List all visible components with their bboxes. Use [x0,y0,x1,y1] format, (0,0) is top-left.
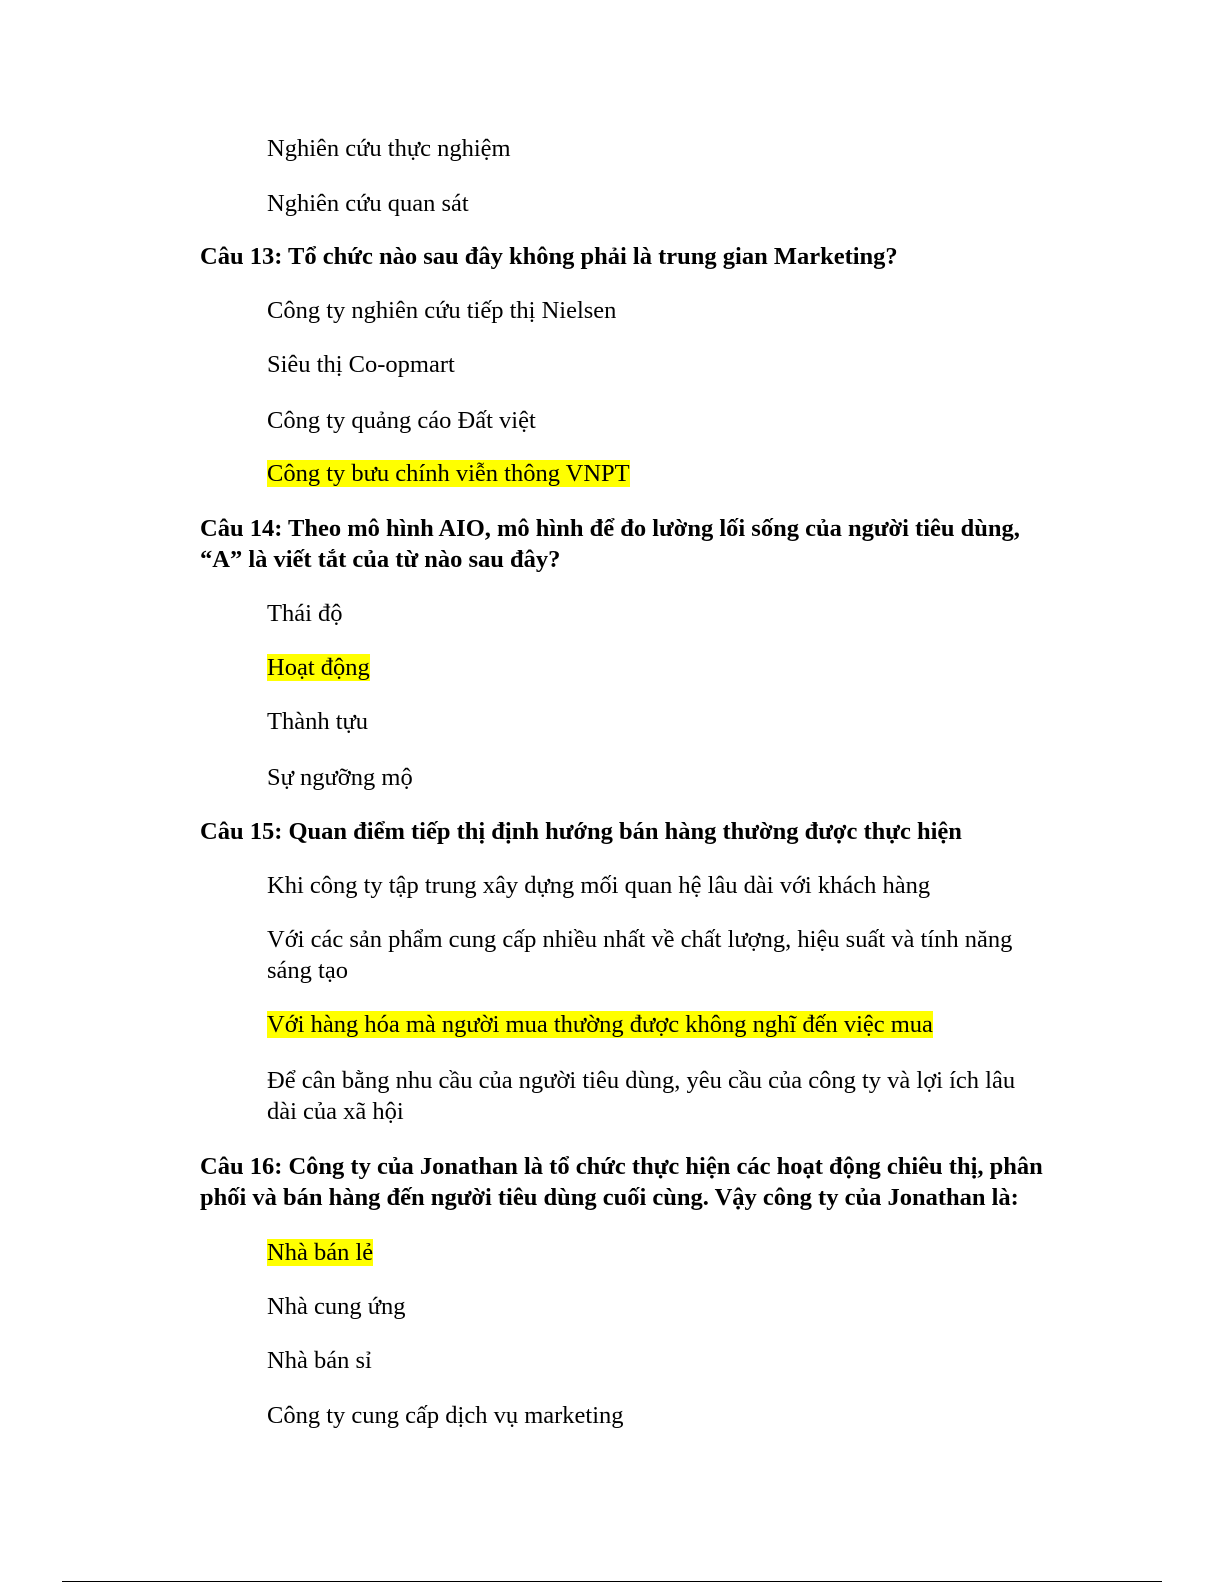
option-text: Công ty quảng cáo Đất việt [267,407,536,434]
option-text: Khi công ty tập trung xây dựng mối quan hệ lâu dài với khách hàng [267,872,931,899]
answer-highlight: Với hàng hóa mà người mua thường được không nghĩ đến việc mua [267,1011,933,1038]
option-text: Để cân bằng nhu cầu của người tiêu dùng, yêu cầu của công ty và lợi ích lâu [267,1067,1016,1094]
question-16-title-cont: phối và bán hàng đến người tiêu dùng cuối cùng. Vậy công ty của Jonathan là: [200,1184,1019,1211]
option-text-highlighted [267,1237,373,1269]
question-14-title-cont: “A” là viết tắt của từ nào sau đây? [200,546,561,573]
page-bottom-rule [62,1581,1162,1582]
question-16-title: Câu 16: Công ty của Jonathan là tổ chức thực hiện các hoạt động chiêu thị, phân [200,1153,1043,1180]
option-text: Với các sản phẩm cung cấp nhiều nhất về chất lượng, hiệu suất và tính năng [267,926,1013,953]
question-15-title: Câu 15: Quan điểm tiếp thị định hướng bán hàng thường được thực hiện [200,818,962,845]
option-text: Nhà cung ứng [267,1293,406,1320]
option-text: Nhà bán sỉ [267,1347,372,1374]
answer-highlight: Hoạt động [267,654,370,681]
option-text-highlighted [267,458,630,490]
option-text-cont: dài của xã hội [267,1098,404,1125]
option-text-cont: sáng tạo [267,957,348,984]
option-text: Nghiên cứu thực nghiệm [267,135,511,162]
answer-highlight: Công ty bưu chính viễn thông VNPT [267,460,630,487]
option-text: Siêu thị Co-opmart [267,351,455,378]
question-13-title: Câu 13: Tổ chức nào sau đây không phải là trung gian Marketing? [200,243,898,270]
question-14-title: Câu 14: Theo mô hình AIO, mô hình để đo lường lối sống của người tiêu dùng, [200,515,1020,542]
option-text-highlighted [267,652,370,684]
option-text: Công ty cung cấp dịch vụ marketing [267,1402,624,1429]
option-text: Thái độ [267,600,343,627]
answer-highlight: Nhà bán lẻ [267,1239,374,1266]
option-text: Sự ngưỡng mộ [267,764,413,791]
option-text: Nghiên cứu quan sát [267,190,469,217]
option-text: Thành tựu [267,708,369,735]
option-text: Công ty nghiên cứu tiếp thị Nielsen [267,297,617,324]
option-text-highlighted [267,1009,933,1041]
